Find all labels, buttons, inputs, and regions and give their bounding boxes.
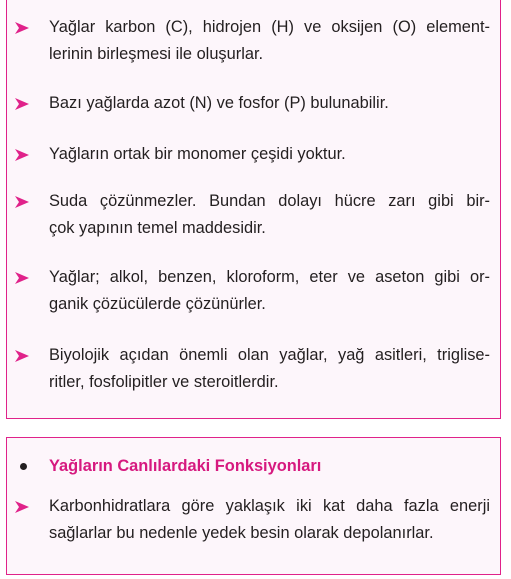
list-item-text: Bazı yağlarda azot (N) ve fosfor (P) bulunabilir. — [49, 94, 389, 112]
pink-arrow-icon — [14, 500, 30, 514]
list-item-text: Yağların ortak bir monomer çeşidi yoktur. — [49, 145, 346, 163]
list-item-text: Yağlar; alkol, benzen, kloroform, eter ve aseton gibi or- ganik çözücülerde çözünürler. — [49, 268, 490, 313]
pink-arrow-icon — [14, 148, 30, 162]
pink-arrow-icon — [14, 271, 30, 285]
pink-arrow-icon — [14, 349, 30, 363]
bullet-dot-icon — [20, 463, 27, 470]
pink-arrow-icon — [14, 195, 30, 209]
pink-arrow-icon — [14, 97, 30, 111]
list-item-text: Suda çözünmezler. Bundan dolayı hücre zarı gibi bir- çok yapının temel maddesidir. — [49, 192, 490, 237]
properties-box — [6, 0, 501, 419]
functions-box — [6, 437, 501, 575]
section-heading: Yağların Canlılardaki Fonksiyonları — [49, 457, 322, 475]
list-item-text: Biyolojik açıdan önemli olan yağlar, yağ asitleri, triglise- ritler, fosfolipitler ve steroitlerdir. — [49, 346, 490, 391]
list-item-text: Yağlar karbon (C), hidrojen (H) ve oksijen (O) element- lerinin birleşmesi ile oluşurlar. — [49, 18, 490, 63]
pink-arrow-icon — [14, 21, 30, 35]
list-item-text: Karbonhidratlara göre yaklaşık iki kat daha fazla enerji sağlarlar bu nedenle yedek besin olarak depolanırlar. — [49, 497, 490, 542]
